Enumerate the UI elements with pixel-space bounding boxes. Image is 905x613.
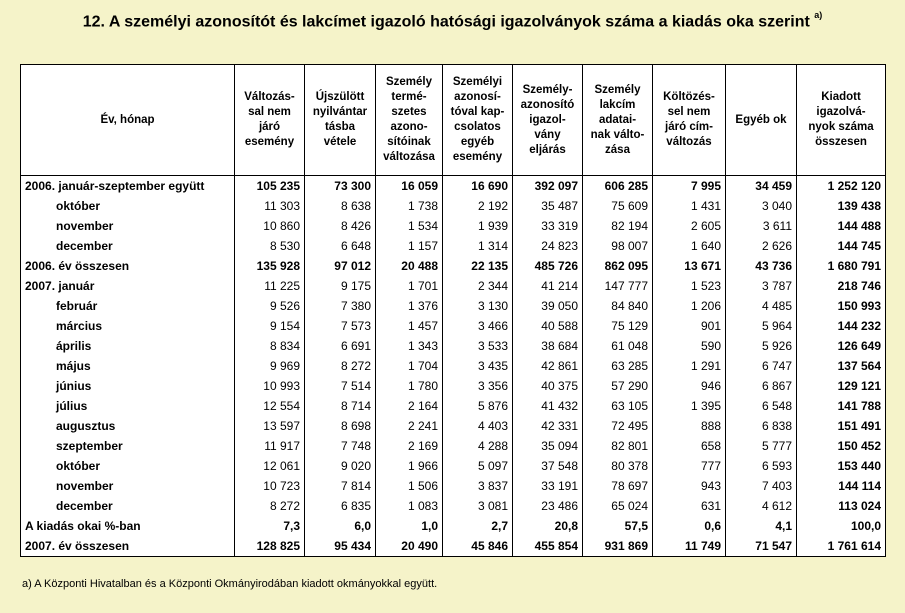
value-cell: 931 869 [583, 536, 653, 557]
value-cell: 6 747 [726, 356, 797, 376]
value-cell: 23 486 [513, 496, 583, 516]
row-label: A kiadás okai %-ban [21, 516, 235, 536]
value-cell: 57,5 [583, 516, 653, 536]
value-cell: 1 343 [376, 336, 443, 356]
row-label: december [21, 496, 235, 516]
value-cell: 34 459 [726, 176, 797, 197]
title-footnote-marker: a) [814, 10, 823, 20]
page-title [0, 12, 905, 31]
value-cell: 97 012 [305, 256, 376, 276]
value-cell: 5 777 [726, 436, 797, 456]
value-cell: 95 434 [305, 536, 376, 557]
value-cell: 3 081 [443, 496, 513, 516]
row-label: 2006. január-szeptember együtt [21, 176, 235, 197]
value-cell: 2 344 [443, 276, 513, 296]
value-cell: 40 375 [513, 376, 583, 396]
total-cell: 113 024 [797, 496, 886, 516]
row-label: 2006. év összesen [21, 256, 235, 276]
value-cell: 7,3 [235, 516, 305, 536]
row-label: augusztus [21, 416, 235, 436]
table-row [21, 516, 886, 536]
value-cell: 61 048 [583, 336, 653, 356]
value-cell: 40 588 [513, 316, 583, 336]
table-row [21, 396, 886, 416]
column-header: Kiadott igazolvá- nyok száma összesen [797, 65, 886, 176]
value-cell: 20 488 [376, 256, 443, 276]
value-cell: 1 704 [376, 356, 443, 376]
value-cell: 4,1 [726, 516, 797, 536]
value-cell: 78 697 [583, 476, 653, 496]
value-cell: 946 [653, 376, 726, 396]
value-cell: 3 533 [443, 336, 513, 356]
value-cell: 4 403 [443, 416, 513, 436]
row-label: október [21, 196, 235, 216]
table-body [21, 176, 886, 557]
value-cell: 8 698 [305, 416, 376, 436]
value-cell: 4 485 [726, 296, 797, 316]
value-cell: 65 024 [583, 496, 653, 516]
table-row [21, 456, 886, 476]
value-cell: 1 966 [376, 456, 443, 476]
row-label: 2007. január [21, 276, 235, 296]
total-cell: 126 649 [797, 336, 886, 356]
total-cell: 153 440 [797, 456, 886, 476]
value-cell: 8 530 [235, 236, 305, 256]
value-cell: 1 395 [653, 396, 726, 416]
table-row [21, 416, 886, 436]
table-row [21, 216, 886, 236]
value-cell: 43 736 [726, 256, 797, 276]
value-cell: 2 241 [376, 416, 443, 436]
value-cell: 2 169 [376, 436, 443, 456]
total-cell: 1 761 614 [797, 536, 886, 557]
total-cell: 151 491 [797, 416, 886, 436]
value-cell: 11 917 [235, 436, 305, 456]
row-label: április [21, 336, 235, 356]
footnote: a) A Központi Hivatalban és a Központi Okmányirodában kiadott okmányokkal együtt. [22, 578, 438, 590]
table-row [21, 316, 886, 336]
value-cell: 1,0 [376, 516, 443, 536]
value-cell: 41 214 [513, 276, 583, 296]
value-cell: 7 814 [305, 476, 376, 496]
value-cell: 777 [653, 456, 726, 476]
total-cell: 144 114 [797, 476, 886, 496]
row-label: június [21, 376, 235, 396]
value-cell: 606 285 [583, 176, 653, 197]
value-cell: 6 548 [726, 396, 797, 416]
value-cell: 1 431 [653, 196, 726, 216]
value-cell: 1 780 [376, 376, 443, 396]
value-cell: 9 175 [305, 276, 376, 296]
value-cell: 63 285 [583, 356, 653, 376]
value-cell: 13 671 [653, 256, 726, 276]
value-cell: 2 164 [376, 396, 443, 416]
value-cell: 5 097 [443, 456, 513, 476]
table-row [21, 356, 886, 376]
value-cell: 9 526 [235, 296, 305, 316]
value-cell: 8 272 [235, 496, 305, 516]
value-cell: 16 059 [376, 176, 443, 197]
header-row [21, 65, 886, 176]
value-cell: 658 [653, 436, 726, 456]
total-cell: 129 121 [797, 376, 886, 396]
value-cell: 63 105 [583, 396, 653, 416]
value-cell: 22 135 [443, 256, 513, 276]
value-cell: 392 097 [513, 176, 583, 197]
value-cell: 7 403 [726, 476, 797, 496]
table-row [21, 496, 886, 516]
value-cell: 11 303 [235, 196, 305, 216]
value-cell: 7 514 [305, 376, 376, 396]
value-cell: 1 206 [653, 296, 726, 316]
column-header: Változás- sal nem járó esemény [235, 65, 305, 176]
total-cell: 1 680 791 [797, 256, 886, 276]
header-year-month: Év, hónap [21, 65, 235, 176]
table-row [21, 436, 886, 456]
value-cell: 41 432 [513, 396, 583, 416]
value-cell: 57 290 [583, 376, 653, 396]
value-cell: 71 547 [726, 536, 797, 557]
value-cell: 33 319 [513, 216, 583, 236]
value-cell: 2 626 [726, 236, 797, 256]
value-cell: 12 554 [235, 396, 305, 416]
value-cell: 2 192 [443, 196, 513, 216]
value-cell: 82 194 [583, 216, 653, 236]
value-cell: 6 838 [726, 416, 797, 436]
table-row [21, 176, 886, 197]
row-label: november [21, 216, 235, 236]
value-cell: 80 378 [583, 456, 653, 476]
total-cell: 218 746 [797, 276, 886, 296]
value-cell: 1 523 [653, 276, 726, 296]
value-cell: 42 861 [513, 356, 583, 376]
value-cell: 9 020 [305, 456, 376, 476]
value-cell: 6 648 [305, 236, 376, 256]
value-cell: 20,8 [513, 516, 583, 536]
value-cell: 1 534 [376, 216, 443, 236]
value-cell: 3 040 [726, 196, 797, 216]
total-cell: 1 252 120 [797, 176, 886, 197]
table-row [21, 256, 886, 276]
value-cell: 9 154 [235, 316, 305, 336]
value-cell: 13 597 [235, 416, 305, 436]
title-text: 12. A személyi azonosítót és lakcímet igazoló hatósági igazolványok száma a kiadás oka szerint [82, 13, 810, 31]
value-cell: 1 291 [653, 356, 726, 376]
column-header: Személy termé- szetes azono- sítóinak változása [376, 65, 443, 176]
value-cell: 35 094 [513, 436, 583, 456]
statistics-table [20, 64, 886, 557]
value-cell: 4 612 [726, 496, 797, 516]
total-cell: 137 564 [797, 356, 886, 376]
value-cell: 39 050 [513, 296, 583, 316]
value-cell: 82 801 [583, 436, 653, 456]
value-cell: 6 835 [305, 496, 376, 516]
row-label: szeptember [21, 436, 235, 456]
total-cell: 150 452 [797, 436, 886, 456]
value-cell: 10 723 [235, 476, 305, 496]
value-cell: 485 726 [513, 256, 583, 276]
column-header: Személy- azonosító igazol- vány eljárás [513, 65, 583, 176]
value-cell: 1 738 [376, 196, 443, 216]
value-cell: 42 331 [513, 416, 583, 436]
row-label: május [21, 356, 235, 376]
total-cell: 150 993 [797, 296, 886, 316]
value-cell: 128 825 [235, 536, 305, 557]
value-cell: 1 376 [376, 296, 443, 316]
table-row [21, 296, 886, 316]
column-header: Személyi azonosí- tóval kap- csolatos egyéb esemény [443, 65, 513, 176]
total-cell: 139 438 [797, 196, 886, 216]
value-cell: 8 638 [305, 196, 376, 216]
value-cell: 7 573 [305, 316, 376, 336]
value-cell: 72 495 [583, 416, 653, 436]
value-cell: 6 867 [726, 376, 797, 396]
value-cell: 631 [653, 496, 726, 516]
value-cell: 98 007 [583, 236, 653, 256]
table-header [21, 65, 886, 176]
value-cell: 20 490 [376, 536, 443, 557]
value-cell: 7 748 [305, 436, 376, 456]
value-cell: 2 605 [653, 216, 726, 236]
value-cell: 3 611 [726, 216, 797, 236]
row-label: november [21, 476, 235, 496]
value-cell: 888 [653, 416, 726, 436]
value-cell: 862 095 [583, 256, 653, 276]
total-cell: 144 745 [797, 236, 886, 256]
value-cell: 37 548 [513, 456, 583, 476]
total-cell: 141 788 [797, 396, 886, 416]
value-cell: 7 995 [653, 176, 726, 197]
value-cell: 1 314 [443, 236, 513, 256]
value-cell: 73 300 [305, 176, 376, 197]
value-cell: 35 487 [513, 196, 583, 216]
table-row [21, 476, 886, 496]
value-cell: 3 356 [443, 376, 513, 396]
value-cell: 1 640 [653, 236, 726, 256]
value-cell: 24 823 [513, 236, 583, 256]
value-cell: 5 964 [726, 316, 797, 336]
table-row [21, 536, 886, 557]
value-cell: 38 684 [513, 336, 583, 356]
value-cell: 6,0 [305, 516, 376, 536]
value-cell: 943 [653, 476, 726, 496]
value-cell: 0,6 [653, 516, 726, 536]
total-cell: 144 232 [797, 316, 886, 336]
value-cell: 3 837 [443, 476, 513, 496]
value-cell: 84 840 [583, 296, 653, 316]
row-label: március [21, 316, 235, 336]
row-label: 2007. év összesen [21, 536, 235, 557]
column-header: Újszülött nyilvántar tásba vétele [305, 65, 376, 176]
value-cell: 6 691 [305, 336, 376, 356]
value-cell: 3 435 [443, 356, 513, 376]
value-cell: 8 834 [235, 336, 305, 356]
value-cell: 8 426 [305, 216, 376, 236]
value-cell: 147 777 [583, 276, 653, 296]
value-cell: 135 928 [235, 256, 305, 276]
row-label: július [21, 396, 235, 416]
value-cell: 10 860 [235, 216, 305, 236]
value-cell: 1 939 [443, 216, 513, 236]
row-label: október [21, 456, 235, 476]
value-cell: 3 787 [726, 276, 797, 296]
value-cell: 3 466 [443, 316, 513, 336]
column-header: Költözés- sel nem járó cím- változás [653, 65, 726, 176]
value-cell: 590 [653, 336, 726, 356]
value-cell: 8 714 [305, 396, 376, 416]
value-cell: 11 749 [653, 536, 726, 557]
table-row [21, 196, 886, 216]
value-cell: 12 061 [235, 456, 305, 476]
table-row [21, 376, 886, 396]
value-cell: 1 083 [376, 496, 443, 516]
value-cell: 105 235 [235, 176, 305, 197]
value-cell: 6 593 [726, 456, 797, 476]
value-cell: 75 129 [583, 316, 653, 336]
value-cell: 16 690 [443, 176, 513, 197]
column-header: Egyéb ok [726, 65, 797, 176]
column-header: Személy lakcím adatai- nak válto- zása [583, 65, 653, 176]
value-cell: 9 969 [235, 356, 305, 376]
value-cell: 5 876 [443, 396, 513, 416]
value-cell: 1 157 [376, 236, 443, 256]
total-cell: 100,0 [797, 516, 886, 536]
total-cell: 144 488 [797, 216, 886, 236]
value-cell: 33 191 [513, 476, 583, 496]
table-row [21, 276, 886, 296]
value-cell: 4 288 [443, 436, 513, 456]
value-cell: 8 272 [305, 356, 376, 376]
row-label: február [21, 296, 235, 316]
value-cell: 1 457 [376, 316, 443, 336]
value-cell: 1 506 [376, 476, 443, 496]
value-cell: 1 701 [376, 276, 443, 296]
table-row [21, 236, 886, 256]
value-cell: 455 854 [513, 536, 583, 557]
value-cell: 3 130 [443, 296, 513, 316]
row-label: december [21, 236, 235, 256]
value-cell: 45 846 [443, 536, 513, 557]
value-cell: 10 993 [235, 376, 305, 396]
value-cell: 5 926 [726, 336, 797, 356]
value-cell: 11 225 [235, 276, 305, 296]
value-cell: 75 609 [583, 196, 653, 216]
value-cell: 7 380 [305, 296, 376, 316]
table-row [21, 336, 886, 356]
value-cell: 901 [653, 316, 726, 336]
value-cell: 2,7 [443, 516, 513, 536]
